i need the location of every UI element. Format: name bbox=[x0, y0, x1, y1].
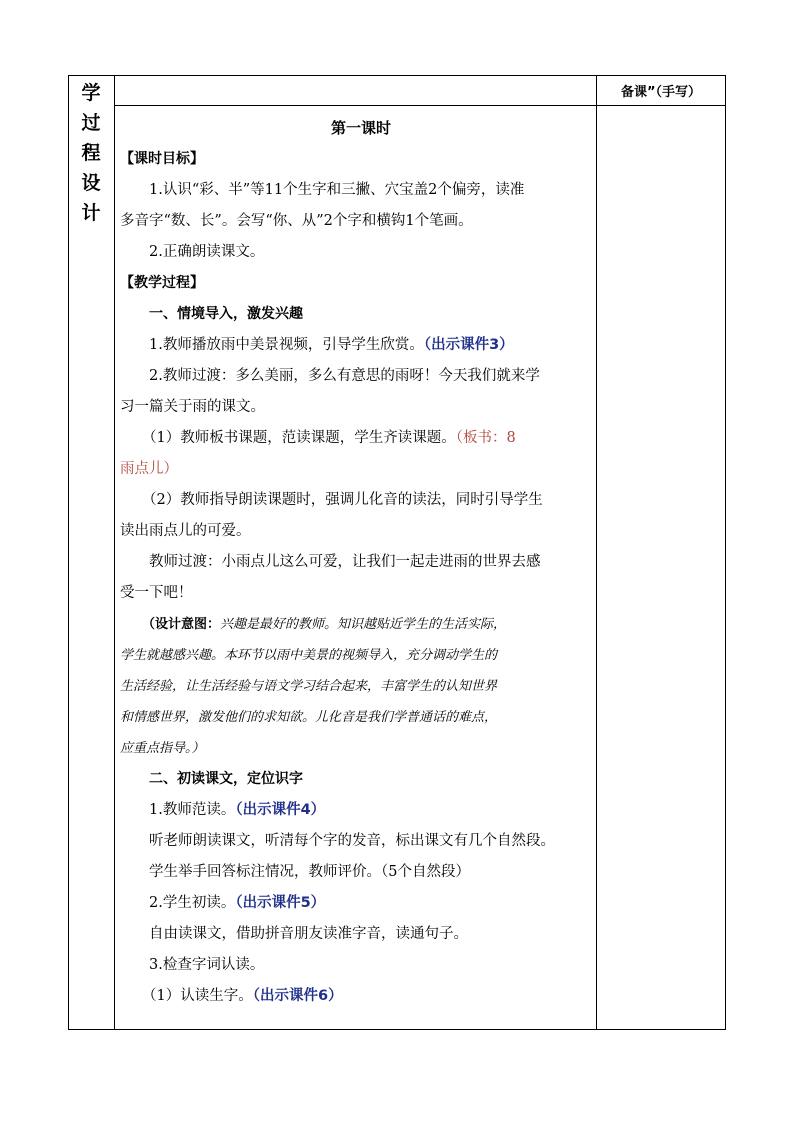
side-label-char: 计 bbox=[81, 202, 101, 224]
board-writing-continued: 雨点儿） bbox=[120, 461, 178, 477]
design-intent-line-5: 应重点指导。） bbox=[120, 741, 205, 756]
part1-sub2-line-1: （2）教师指导朗读课题时，强调儿化音的读法，同时引导学生 bbox=[142, 492, 543, 508]
design-intent-line-4: 和情感世界，激发他们的求知欲。儿化音是我们学普通话的难点， bbox=[120, 710, 498, 725]
design-intent-line-1 bbox=[120, 609, 592, 640]
goal-item-1-line-1: 1.认识“彩、半”等11个生字和三撇、穴宝盖2个偏旁，读准 bbox=[149, 182, 525, 198]
courseware-tag: （出示课件4） bbox=[235, 802, 326, 818]
goals-heading: 【课时目标】 bbox=[120, 151, 204, 167]
part1-sub1 bbox=[120, 423, 592, 454]
goal-item-1-line-2: 多音字“数、长”。会写“你、从”2个字和横钩1个笔画。 bbox=[120, 213, 473, 229]
part2-step1-text: 1.教师范读。 bbox=[149, 802, 236, 818]
part2-step2-text: 2.学生初读。 bbox=[149, 895, 236, 911]
table-border-bottom bbox=[68, 1029, 726, 1030]
part2-step3: 3.检查字词认读。 bbox=[149, 957, 265, 973]
part2-step1 bbox=[120, 795, 592, 826]
part2-step3-sub-text: （1）认读生字。 bbox=[142, 988, 253, 1004]
process-heading: 【教学过程】 bbox=[120, 275, 204, 291]
lesson-content bbox=[120, 112, 592, 1012]
goal-item-2: 2.正确朗读课文。 bbox=[149, 244, 265, 260]
notes-column-header: 备课”（手写） bbox=[620, 85, 702, 100]
part1-transition-line-1: 教师过渡：小雨点儿这么可爱，让我们一起走进雨的世界去感 bbox=[149, 554, 541, 570]
part2-step2 bbox=[120, 888, 592, 919]
part1-heading: 一、情境导入，激发兴趣 bbox=[149, 306, 303, 322]
part1-step1 bbox=[120, 330, 592, 361]
table-border-right bbox=[725, 75, 726, 1030]
column-divider-notes bbox=[596, 75, 597, 1030]
side-label-process-design bbox=[68, 78, 114, 228]
part2-heading: 二、初读课文，定位识字 bbox=[149, 771, 303, 787]
part1-transition-line-2: 受一下吧！ bbox=[120, 585, 193, 601]
part1-step1-text: 1.教师播放雨中美景视频，引导学生欣赏。 bbox=[149, 337, 424, 353]
table-border-top bbox=[68, 75, 726, 76]
design-intent-line-3: 生活经验，让生活经验与语文学习结合起来，丰富学生的认知世界 bbox=[120, 679, 498, 694]
part1-step2-line-2: 习一篇关于雨的课文。 bbox=[120, 399, 265, 415]
design-intent-label: （设计意图： bbox=[142, 617, 221, 632]
part2-step3-sub bbox=[120, 981, 592, 1012]
part2-step1-detail-line-1: 听老师朗读课文，听清每个字的发音，标出课文有几个自然段。 bbox=[149, 833, 555, 849]
design-intent-text: 兴趣是最好的教师。知识越贴近学生的生活实际， bbox=[220, 617, 507, 632]
design-intent-line-2: 学生就越感兴趣。本环节以雨中美景的视频导入，充分调动学生的 bbox=[120, 648, 498, 663]
part1-sub1-text: （1）教师板书课题，范读课题，学生齐读课题。 bbox=[142, 430, 456, 446]
part2-step1-detail-line-2: 学生举手回答标注情况，教师评价。（5个自然段） bbox=[149, 864, 470, 880]
courseware-tag: （出示课件3） bbox=[423, 337, 514, 353]
side-label-char: 设 bbox=[81, 172, 101, 194]
part1-step2-line-1: 2.教师过渡：多么美丽，多么有意思的雨呀！今天我们就来学 bbox=[149, 368, 540, 384]
side-label-char: 程 bbox=[81, 142, 101, 164]
courseware-tag: （出示课件6） bbox=[252, 988, 343, 1004]
part1-sub2-line-2: 读出雨点儿的可爱。 bbox=[120, 523, 251, 539]
board-writing-tag: （板书：8 bbox=[455, 430, 516, 446]
column-divider-label bbox=[114, 75, 115, 1030]
courseware-tag: （出示课件5） bbox=[235, 895, 326, 911]
side-label-char: 过 bbox=[81, 112, 101, 134]
lesson-title: 第一课时 bbox=[330, 119, 391, 137]
part2-step2-detail: 自由读课文，借助拼音朋友读准字音，读通句子。 bbox=[149, 926, 468, 942]
side-label-char: 学 bbox=[81, 82, 101, 104]
header-row-divider bbox=[114, 105, 726, 106]
